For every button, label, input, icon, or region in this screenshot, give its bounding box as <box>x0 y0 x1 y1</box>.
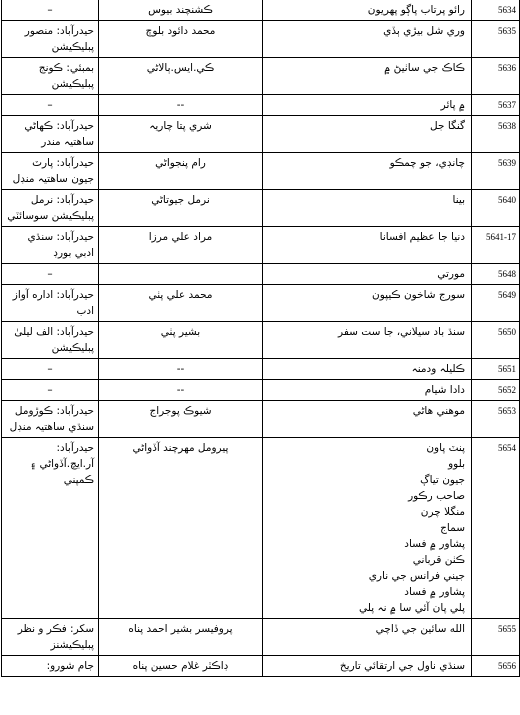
catalog-row <box>2 95 520 116</box>
title-line: موهني هاڻي <box>412 405 465 417</box>
entry-number-cell: 5638 <box>472 116 520 153</box>
title-line: وري شل بيڙي ٻڏي <box>383 25 465 37</box>
title-line: پشاور ۾ فساد <box>404 586 465 598</box>
publisher-cell: حيدرآباد: آر.ايچ.آڏواڻي ۽ ڪمپني <box>2 438 99 619</box>
title-line: بينا <box>452 194 465 206</box>
title-line: رائو پرتاب پاڳو پهريون <box>367 4 465 16</box>
catalog-row <box>2 619 520 656</box>
title-line: پلي پان آئي سا ۾ نہ پلي <box>359 602 465 614</box>
title-line: گنگا جل <box>430 120 465 132</box>
publisher-cell: – <box>2 95 99 116</box>
author-cell: ڪشنچند بيوس <box>99 0 263 21</box>
title-cell <box>263 656 472 677</box>
entry-number-cell: 5639 <box>472 153 520 190</box>
title-line: ڪٺن قرباني <box>412 554 465 566</box>
entry-number-cell: 5649 <box>472 285 520 322</box>
author-cell: شيوڪ پوجراج <box>99 401 263 438</box>
entry-number-cell: 5652 <box>472 380 520 401</box>
entry-number-cell: 5641-17 <box>472 227 520 264</box>
title-cell <box>263 619 472 656</box>
title-cell <box>263 153 472 190</box>
catalog-row <box>2 264 520 285</box>
title-line: الله سائين جي ڏاچي <box>375 623 465 635</box>
title-cell <box>263 116 472 153</box>
author-cell: ڊاڪٽر غلام حسين پناه <box>99 656 263 677</box>
catalog-row <box>2 322 520 359</box>
author-cell: پيرومل مهرچند آڏواڻي <box>99 438 263 619</box>
title-line: سورج شاخون ڪيپون <box>372 289 465 301</box>
publisher-cell: – <box>2 0 99 21</box>
title-cell <box>263 285 472 322</box>
publisher-cell: حيدرآباد: نرمل پبليڪيشن سوسائٽي <box>2 190 99 227</box>
title-cell <box>263 21 472 58</box>
title-line: پنٽ پاون <box>426 442 465 454</box>
title-line: ۾ پائر <box>440 99 465 111</box>
title-line: سنڌي ناول جي ارتقائي تاريخ <box>339 660 465 672</box>
publisher-cell: بمبئي: ڪونج پبليڪيشن <box>2 58 99 95</box>
catalog-row <box>2 21 520 58</box>
publisher-cell: حيدرآباد: سنڌي ادبي بورڊ <box>2 227 99 264</box>
author-cell: رام پنجواڻي <box>99 153 263 190</box>
title-line: صاحب رڪور <box>408 490 465 502</box>
title-cell <box>263 401 472 438</box>
entry-number-cell: 5648 <box>472 264 520 285</box>
catalog-row <box>2 438 520 619</box>
entry-number-cell: 5656 <box>472 656 520 677</box>
entry-number-cell: 5636 <box>472 58 520 95</box>
author-cell <box>99 264 263 285</box>
publisher-cell: حيدرآباد: ڪهاڻي ساهتيہ مندر <box>2 116 99 153</box>
title-line: سماج <box>440 522 465 534</box>
title-cell <box>263 227 472 264</box>
title-cell <box>263 359 472 380</box>
title-line: ڪاڪ جي ساٺيڻ ۾ <box>384 62 465 74</box>
title-line: دادا شيام <box>424 384 465 396</box>
publisher-cell: – <box>2 380 99 401</box>
entry-number-cell: 5653 <box>472 401 520 438</box>
catalog-row <box>2 359 520 380</box>
publisher-cell: حيدرآباد: پارٽ جيون ساهتيہ منڊل <box>2 153 99 190</box>
catalog-row <box>2 116 520 153</box>
publisher-cell: سکر: فڪر و نظر پبليڪيشنز <box>2 619 99 656</box>
title-cell <box>263 380 472 401</box>
title-cell <box>263 190 472 227</box>
author-cell: -- <box>99 95 263 116</box>
entry-number-cell: 5650 <box>472 322 520 359</box>
publisher-cell: – <box>2 264 99 285</box>
author-cell: نرمل جيوتاڻي <box>99 190 263 227</box>
catalog-table <box>1 0 520 677</box>
author-cell: محمد دائود بلوچ <box>99 21 263 58</box>
catalog-row <box>2 0 520 21</box>
author-cell: -- <box>99 380 263 401</box>
entry-number-cell: 5655 <box>472 619 520 656</box>
catalog-row <box>2 153 520 190</box>
title-line: جيني فرانس جي ناري <box>368 570 465 582</box>
catalog-row <box>2 656 520 677</box>
author-cell: -- <box>99 359 263 380</box>
title-cell <box>263 322 472 359</box>
title-line: جيون تياڳ <box>420 474 465 486</box>
catalog-row <box>2 190 520 227</box>
title-cell <box>263 0 472 21</box>
title-cell <box>263 438 472 619</box>
publisher-cell: حيدرآباد: ڪوڙومل سنڌي ساهتيہ منڊل <box>2 401 99 438</box>
entry-number-cell: 5640 <box>472 190 520 227</box>
title-line: ڪليلہ ودمنہ <box>411 363 465 375</box>
author-cell: محمد علي پٺي <box>99 285 263 322</box>
catalog-row <box>2 58 520 95</box>
entry-number-cell: 5651 <box>472 359 520 380</box>
publisher-cell: حيدرآباد: منصور پبليڪيشن <box>2 21 99 58</box>
title-cell <box>263 264 472 285</box>
title-cell <box>263 95 472 116</box>
title-line: بلوو <box>448 458 465 470</box>
title-line: سنڌ باد سيلاني، جا ست سفر <box>338 326 465 338</box>
title-line: مورتي <box>437 268 465 280</box>
catalog-row <box>2 380 520 401</box>
publisher-cell: – <box>2 359 99 380</box>
entry-number-cell: 5634 <box>472 0 520 21</box>
author-cell: شري پتا چاريہ <box>99 116 263 153</box>
catalog-row <box>2 227 520 264</box>
author-cell: مراد علي مرزا <box>99 227 263 264</box>
catalog-row <box>2 285 520 322</box>
author-cell: پروفيسر بشير احمد پناه <box>99 619 263 656</box>
entry-number-cell: 5635 <box>472 21 520 58</box>
author-cell: ڪي.ايس.ٻالاڻي <box>99 58 263 95</box>
title-line: چانڊي، جو چمڪو <box>389 157 465 169</box>
entry-number-cell: 5637 <box>472 95 520 116</box>
publisher-cell: جام شورو: <box>2 656 99 677</box>
title-line: دنيا جا عظيم افسانا <box>379 231 465 243</box>
author-cell: بشير پٺي <box>99 322 263 359</box>
catalog-rows <box>2 0 520 677</box>
publisher-cell: حيدرآباد: اداره آواز ادب <box>2 285 99 322</box>
publisher-cell: حيدرآباد: الف ليلیٰ پبليڪيشن <box>2 322 99 359</box>
title-line: منگلا چرن <box>420 506 465 518</box>
entry-number-cell: 5654 <box>472 438 520 619</box>
catalog-row <box>2 401 520 438</box>
title-line: پشاور ۾ فساد <box>404 538 465 550</box>
title-cell <box>263 58 472 95</box>
